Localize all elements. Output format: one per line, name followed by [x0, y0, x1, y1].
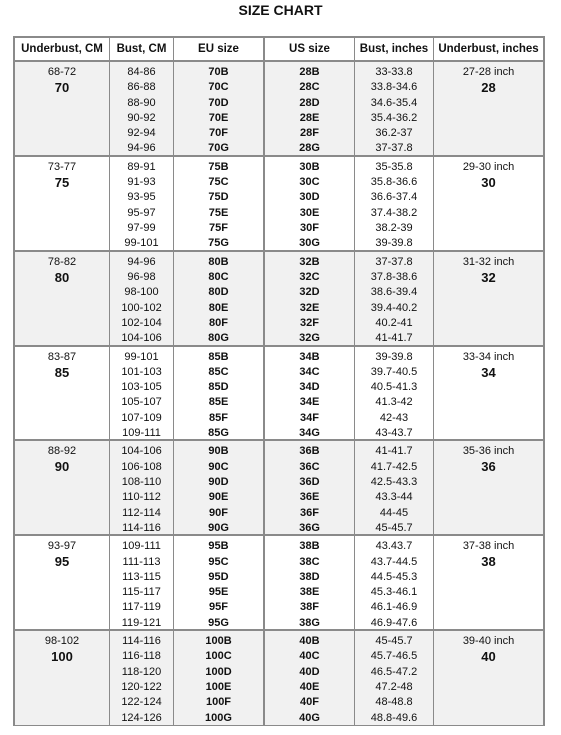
bust-inches-value: 38.2-39	[375, 222, 413, 235]
bust-cm-value: 120-122	[121, 681, 162, 694]
bust-cm-value: 84-86	[127, 66, 156, 78]
underbust-inches-cell	[434, 157, 543, 250]
bust-inches-value: 36.2-37	[375, 127, 413, 140]
eu-size-value: 80G	[208, 332, 229, 345]
eu-size-value: 70G	[208, 142, 229, 155]
bust-inches-cell	[355, 441, 434, 534]
underbust-cm-cell	[15, 441, 110, 534]
bust-inches-value: 34.6-35.4	[370, 96, 418, 109]
bust-cm-value: 107-109	[121, 411, 162, 424]
underbust-inches-main: 32	[481, 269, 496, 285]
eu-size-value: 100G	[205, 711, 232, 724]
size-group-row	[15, 62, 543, 157]
bust-inches-value: 46.1-46.9	[370, 601, 418, 614]
bust-inches-value: 48-48.8	[375, 696, 413, 709]
bust-inches-value: 44.5-45.3	[370, 570, 418, 583]
bust-cm-value: 105-107	[121, 396, 162, 409]
eu-size-cell	[174, 631, 265, 725]
eu-size-value: 75E	[208, 206, 229, 219]
bust-cm-value: 86-88	[127, 81, 156, 94]
us-size-value: 34E	[299, 396, 320, 409]
eu-size-value: 75F	[209, 222, 228, 235]
size-group-row	[15, 631, 543, 725]
us-size-value: 40F	[300, 696, 319, 709]
eu-size-value: 95D	[208, 570, 229, 583]
header-bust-inches: Bust, inches	[355, 38, 434, 60]
eu-size-value: 75B	[208, 160, 229, 173]
us-size-value: 36F	[300, 506, 319, 519]
bust-inches-value: 33.8-34.6	[370, 81, 418, 94]
bust-inches-cell	[355, 157, 434, 250]
bust-inches-value: 39.7-40.5	[370, 365, 418, 378]
bust-cm-value: 97-99	[127, 222, 156, 235]
us-size-value: 28C	[299, 81, 320, 94]
bust-inches-cell	[355, 252, 434, 345]
us-size-value: 34G	[299, 427, 320, 440]
eu-size-cell	[174, 62, 265, 155]
us-size-value: 28F	[300, 127, 319, 140]
underbust-inches-cell	[434, 347, 543, 440]
bust-inches-value: 40.2-41	[375, 316, 413, 329]
eu-size-value: 80F	[209, 316, 228, 329]
underbust-inches-cell	[434, 441, 543, 534]
bust-cm-cell	[110, 347, 174, 440]
bust-cm-value: 92-94	[127, 127, 156, 140]
bust-inches-value: 45.3-46.1	[370, 586, 418, 599]
us-size-value: 30G	[299, 237, 320, 250]
underbust-inches-cell	[434, 631, 543, 725]
bust-inches-value: 37.4-38.2	[370, 206, 418, 219]
eu-size-value: 100F	[205, 696, 232, 709]
bust-inches-value: 41-41.7	[375, 332, 413, 345]
underbust-inches-main: 40	[481, 649, 496, 665]
us-size-value: 28G	[299, 142, 320, 155]
underbust-cm-cell	[15, 62, 110, 155]
eu-size-value: 70B	[208, 66, 229, 78]
size-chart-table	[13, 36, 545, 726]
bust-inches-value: 38.6-39.4	[370, 286, 418, 299]
size-group-row	[15, 536, 543, 631]
bust-cm-value: 124-126	[121, 711, 162, 724]
us-size-cell	[265, 536, 355, 629]
underbust-cm-cell	[15, 631, 110, 725]
underbust-cm-range: 83-87	[47, 350, 77, 363]
header-bust-cm: Bust, CM	[110, 38, 174, 60]
table-header-row	[15, 38, 543, 62]
bust-inches-value: 46.9-47.6	[370, 616, 418, 629]
eu-size-value: 100D	[205, 665, 232, 678]
bust-inches-value: 44-45	[379, 506, 409, 519]
bust-cm-value: 102-104	[121, 316, 162, 329]
bust-cm-value: 96-98	[127, 271, 156, 284]
underbust-cm-main: 90	[54, 459, 70, 475]
us-size-cell	[265, 631, 355, 725]
underbust-cm-main: 75	[54, 174, 70, 190]
bust-inches-value: 45.7-46.5	[370, 650, 418, 663]
underbust-inches-range: 29-30 inch	[462, 160, 515, 173]
bust-cm-value: 91-93	[127, 176, 156, 189]
bust-cm-value: 104-106	[121, 445, 162, 458]
us-size-value: 34F	[300, 411, 319, 424]
bust-cm-value: 115-117	[122, 586, 161, 599]
bust-inches-value: 43-43.7	[375, 427, 413, 440]
eu-size-value: 100E	[205, 681, 232, 694]
underbust-cm-main: 70	[54, 80, 70, 95]
bust-cm-cell	[110, 157, 174, 250]
eu-size-value: 90B	[208, 445, 229, 458]
us-size-value: 36E	[299, 491, 320, 504]
underbust-cm-range: 93-97	[47, 540, 77, 553]
underbust-inches-cell	[434, 536, 543, 629]
underbust-cm-main: 80	[54, 269, 70, 285]
eu-size-value: 85B	[208, 350, 229, 363]
us-size-value: 32E	[299, 301, 320, 314]
bust-inches-value: 43.3-44	[375, 491, 413, 504]
eu-size-value: 70E	[208, 111, 229, 124]
us-size-value: 36D	[299, 476, 320, 489]
eu-size-cell	[174, 157, 265, 250]
bust-cm-value: 110-112	[122, 491, 161, 504]
bust-inches-value: 43.7-44.5	[370, 555, 418, 568]
underbust-inches-main: 38	[481, 554, 496, 570]
underbust-cm-main: 100	[51, 649, 73, 665]
eu-size-value: 100B	[205, 635, 232, 648]
bust-cm-cell	[110, 62, 174, 155]
underbust-cm-range: 98-102	[44, 635, 80, 648]
underbust-cm-cell	[15, 347, 110, 440]
eu-size-value: 100C	[205, 650, 232, 663]
underbust-inches-main: 36	[481, 459, 496, 475]
underbust-inches-range: 35-36 inch	[462, 445, 515, 458]
eu-size-value: 80E	[208, 301, 229, 314]
us-size-value: 38F	[300, 601, 319, 614]
eu-size-value: 85D	[208, 381, 229, 394]
us-size-value: 38C	[299, 555, 320, 568]
eu-size-value: 70F	[209, 127, 228, 140]
us-size-value: 28B	[299, 66, 320, 78]
us-size-value: 34D	[299, 381, 320, 394]
us-size-value: 40B	[299, 635, 320, 648]
bust-cm-value: 94-96	[127, 142, 156, 155]
us-size-value: 36B	[299, 445, 320, 458]
us-size-value: 28E	[299, 111, 320, 124]
eu-size-value: 85E	[208, 396, 229, 409]
bust-cm-value: 99-101	[124, 350, 159, 363]
us-size-value: 32B	[299, 255, 320, 268]
bust-cm-value: 95-97	[127, 206, 156, 219]
bust-cm-value: 111-113	[122, 555, 161, 568]
bust-cm-value: 114-116	[122, 521, 161, 534]
bust-inches-value: 41.3-42	[375, 396, 413, 409]
us-size-value: 28D	[299, 96, 320, 109]
bust-cm-value: 100-102	[121, 301, 162, 314]
bust-inches-value: 37-37.8	[375, 255, 413, 268]
eu-size-value: 70D	[208, 96, 229, 109]
bust-inches-cell	[355, 62, 434, 155]
eu-size-cell	[174, 347, 265, 440]
us-size-value: 30F	[300, 222, 319, 235]
bust-inches-value: 41.7-42.5	[370, 460, 418, 473]
bust-cm-value: 93-95	[127, 191, 156, 204]
us-size-value: 40G	[299, 711, 320, 724]
underbust-inches-main: 30	[481, 174, 496, 190]
bust-inches-value: 46.5-47.2	[370, 665, 418, 678]
bust-inches-value: 35-35.8	[375, 160, 413, 173]
us-size-value: 34B	[299, 350, 320, 363]
us-size-value: 36C	[299, 460, 320, 473]
bust-inches-value: 37-37.8	[375, 142, 413, 155]
underbust-inches-range: 33-34 inch	[462, 350, 515, 363]
size-group-row	[15, 441, 543, 536]
bust-inches-value: 43.43.7	[375, 540, 413, 553]
bust-inches-value: 39.4-40.2	[370, 301, 418, 314]
bust-cm-value: 94-96	[127, 255, 156, 268]
bust-inches-cell	[355, 536, 434, 629]
bust-cm-value: 109-111	[122, 540, 161, 553]
bust-cm-value: 109-111	[122, 427, 161, 440]
bust-cm-cell	[110, 631, 174, 725]
underbust-cm-range: 78-82	[47, 255, 77, 268]
eu-size-value: 80B	[208, 255, 229, 268]
bust-cm-value: 113-115	[122, 570, 161, 583]
bust-cm-value: 114-116	[122, 635, 161, 648]
bust-cm-value: 117-119	[122, 601, 161, 614]
bust-cm-cell	[110, 536, 174, 629]
underbust-inches-range: 31-32 inch	[462, 255, 515, 268]
eu-size-cell	[174, 252, 265, 345]
eu-size-cell	[174, 536, 265, 629]
underbust-inches-main: 34	[481, 364, 496, 380]
underbust-inches-range: 27-28 inch	[462, 66, 515, 78]
bust-inches-value: 37.8-38.6	[370, 271, 418, 284]
bust-inches-value: 33-33.8	[375, 66, 413, 78]
bust-inches-value: 35.4-36.2	[370, 111, 418, 124]
us-size-value: 30D	[299, 191, 320, 204]
bust-inches-value: 39-39.8	[375, 237, 413, 250]
underbust-cm-cell	[15, 536, 110, 629]
eu-size-value: 85C	[208, 365, 229, 378]
us-size-value: 38D	[299, 570, 320, 583]
us-size-value: 32D	[299, 286, 320, 299]
bust-cm-value: 98-100	[124, 286, 159, 299]
us-size-value: 36G	[299, 521, 320, 534]
page-title: SIZE CHART	[238, 2, 323, 18]
eu-size-value: 90G	[208, 521, 229, 534]
us-size-value: 32F	[300, 316, 319, 329]
underbust-cm-main: 85	[54, 364, 70, 380]
eu-size-value: 90E	[208, 491, 229, 504]
bust-cm-value: 89-91	[127, 160, 156, 173]
bust-cm-value: 112-114	[122, 506, 161, 519]
eu-size-value: 95E	[208, 586, 229, 599]
eu-size-value: 95F	[209, 601, 228, 614]
us-size-value: 32C	[299, 271, 320, 284]
eu-size-value: 95B	[208, 540, 229, 553]
underbust-cm-cell	[15, 157, 110, 250]
underbust-inches-main: 28	[481, 80, 496, 95]
us-size-cell	[265, 62, 355, 155]
bust-inches-cell	[355, 631, 434, 725]
underbust-cm-range: 68-72	[47, 66, 77, 78]
bust-inches-value: 42-43	[379, 411, 409, 424]
us-size-value: 30B	[299, 160, 320, 173]
us-size-value: 32G	[299, 332, 320, 345]
bust-inches-value: 35.8-36.6	[370, 176, 418, 189]
us-size-cell	[265, 157, 355, 250]
bust-inches-value: 47.2-48	[375, 681, 413, 694]
bust-cm-value: 118-120	[121, 665, 162, 678]
bust-inches-cell	[355, 347, 434, 440]
bust-inches-value: 40.5-41.3	[370, 381, 418, 394]
us-size-value: 38G	[299, 616, 320, 629]
underbust-cm-cell	[15, 252, 110, 345]
header-underbust-cm: Underbust, CM	[15, 38, 110, 60]
us-size-value: 40C	[299, 650, 320, 663]
us-size-value: 30C	[299, 176, 320, 189]
bust-cm-value: 99-101	[124, 237, 159, 250]
bust-cm-value: 116-118	[122, 650, 161, 663]
us-size-cell	[265, 441, 355, 534]
eu-size-value: 90C	[208, 460, 229, 473]
bust-inches-value: 41-41.7	[375, 445, 413, 458]
eu-size-value: 80D	[208, 286, 229, 299]
bust-cm-value: 106-108	[121, 460, 162, 473]
header-eu-size: EU size	[174, 38, 265, 60]
bust-inches-value: 36.6-37.4	[370, 191, 418, 204]
us-size-value: 34C	[299, 365, 320, 378]
size-group-row	[15, 157, 543, 252]
bust-cm-cell	[110, 252, 174, 345]
underbust-inches-cell	[434, 252, 543, 345]
bust-cm-value: 122-124	[121, 696, 162, 709]
us-size-value: 40D	[299, 665, 320, 678]
eu-size-value: 75C	[208, 176, 229, 189]
eu-size-value: 70C	[208, 81, 229, 94]
us-size-value: 38E	[299, 586, 320, 599]
bust-cm-value: 101-103	[121, 365, 162, 378]
bust-inches-value: 45-45.7	[375, 635, 413, 648]
eu-size-value: 90D	[208, 476, 229, 489]
eu-size-value: 90F	[209, 506, 228, 519]
bust-inches-value: 45-45.7	[375, 521, 413, 534]
underbust-inches-range: 37-38 inch	[462, 540, 515, 553]
underbust-cm-range: 73-77	[47, 160, 77, 173]
bust-cm-value: 103-105	[121, 381, 162, 394]
underbust-cm-main: 95	[54, 554, 70, 570]
bust-cm-value: 90-92	[127, 111, 156, 124]
bust-cm-value: 108-110	[121, 476, 162, 489]
us-size-value: 38B	[299, 540, 320, 553]
eu-size-value: 75D	[208, 191, 229, 204]
eu-size-cell	[174, 441, 265, 534]
bust-inches-value: 39-39.8	[375, 350, 413, 363]
eu-size-value: 75G	[208, 237, 229, 250]
us-size-value: 40E	[299, 681, 320, 694]
us-size-cell	[265, 252, 355, 345]
eu-size-value: 95G	[208, 616, 229, 629]
underbust-inches-range: 39-40 inch	[462, 635, 515, 648]
bust-cm-value: 119-121	[121, 616, 162, 629]
bust-cm-value: 104-106	[121, 332, 162, 345]
bust-cm-value: 88-90	[127, 96, 156, 109]
size-group-row	[15, 347, 543, 442]
underbust-cm-range: 88-92	[47, 445, 77, 458]
bust-inches-value: 48.8-49.6	[370, 711, 418, 724]
eu-size-value: 85F	[209, 411, 228, 424]
eu-size-value: 95C	[208, 555, 229, 568]
bust-inches-value: 42.5-43.3	[370, 476, 418, 489]
size-group-row	[15, 252, 543, 347]
us-size-cell	[265, 347, 355, 440]
header-us-size: US size	[265, 38, 355, 60]
underbust-inches-cell	[434, 62, 543, 155]
bust-cm-cell	[110, 441, 174, 534]
header-underbust-inches: Underbust, inches	[438, 43, 539, 55]
eu-size-value: 85G	[208, 427, 229, 440]
eu-size-value: 80C	[208, 271, 229, 284]
us-size-value: 30E	[299, 206, 320, 219]
table-body	[15, 62, 543, 725]
